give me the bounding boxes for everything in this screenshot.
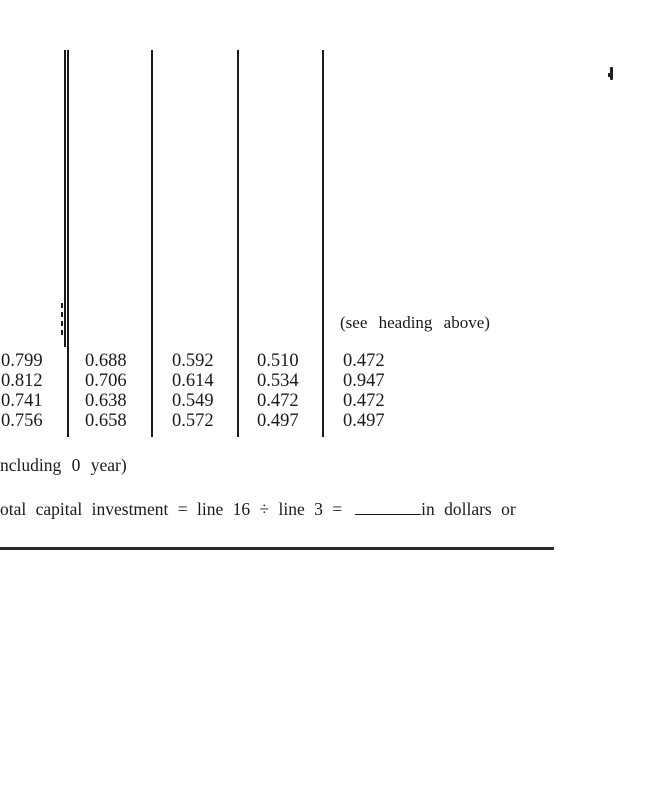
factor-column-3 (172, 351, 214, 431)
dash-mark (61, 321, 63, 326)
table-cell: 0.534 (257, 371, 299, 391)
table-cell: 0.510 (257, 351, 299, 371)
dash-mark (61, 330, 63, 335)
table-cell: 0.497 (343, 411, 385, 431)
ink-speck-artifact (609, 67, 613, 81)
column-rule-3 (237, 50, 239, 437)
table-cell: 0.549 (172, 391, 214, 411)
factor-column-4 (257, 351, 299, 431)
formula-lead-text: otal capital investment = line 16 ÷ line 3 = (0, 498, 343, 519)
table-cell: 0.497 (257, 411, 299, 431)
table-cell: 0.658 (85, 411, 127, 431)
column-rule-1-left (64, 50, 66, 347)
formula-line (0, 496, 516, 520)
fill-in-blank-line (355, 496, 421, 515)
table-cell: 0.756 (1, 411, 43, 431)
column-rule-1-right (67, 50, 69, 437)
years-note: ncluding 0 year) (0, 455, 127, 475)
table-cell: 0.592 (172, 351, 214, 371)
table-cell: 0.572 (172, 411, 214, 431)
table-cell: 0.472 (343, 351, 385, 371)
formula-tail-text: in dollars or (421, 498, 516, 519)
factor-column-1 (1, 351, 43, 431)
table-cell: 0.472 (257, 391, 299, 411)
ink-speck-nub (608, 73, 611, 77)
table-cell: 0.812 (1, 371, 43, 391)
table-cell: 0.688 (85, 351, 127, 371)
dash-mark (61, 303, 63, 308)
bottom-horizontal-rule (0, 547, 554, 550)
dash-mark (61, 312, 63, 317)
factor-column-2 (85, 351, 127, 431)
factor-column-5 (343, 351, 385, 431)
table-cell: 0.799 (1, 351, 43, 371)
table-cell: 0.706 (85, 371, 127, 391)
rule-dash-artifacts (61, 303, 63, 343)
column-rule-4 (322, 50, 324, 437)
table-cell: 0.638 (85, 391, 127, 411)
column-rule-2 (151, 50, 153, 437)
table-cell: 0.741 (1, 391, 43, 411)
table-cell: 0.472 (343, 391, 385, 411)
table-cell: 0.614 (172, 371, 214, 391)
see-heading-note: (see heading above) (340, 313, 490, 332)
table-cell: 0.947 (343, 371, 385, 391)
